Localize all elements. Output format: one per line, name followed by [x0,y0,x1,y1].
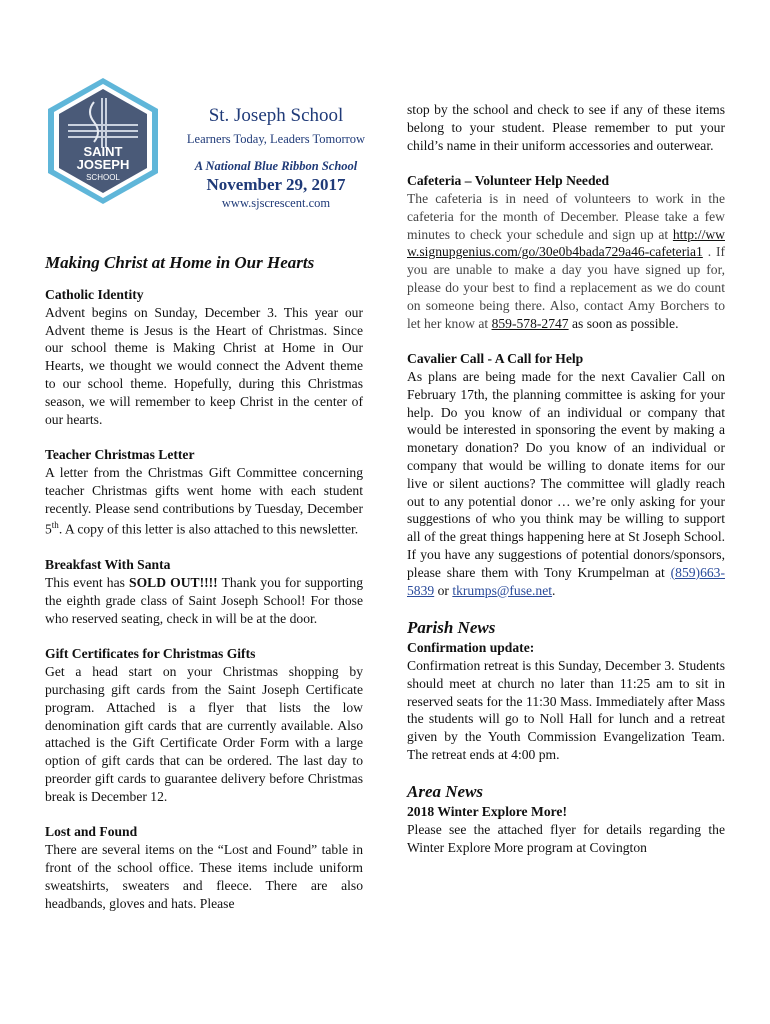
body-text: as soon as possible. [568,315,679,331]
body-text: The cafeteria is in need of volunteers to work in the cafeteria for the month of December. Please take a few minutes to check your schedule and sign up at [407,190,725,242]
breakfast-santa-section [45,556,363,627]
section-heading: Cavalier Call - A Call for Help [407,351,584,367]
section-body [407,368,725,599]
right-column [407,101,725,875]
gift-certificates-section [45,645,363,805]
body-text: or [434,582,453,598]
email-link[interactable]: tkrumps@fuse.net [452,582,553,598]
sold-out-emphasis: SOLD OUT!!!! [129,575,218,591]
section-body: stop by the school and check to see if any of these items belong to your student. Please remember to put your child’s name in their uniform accessories and outerwear. [407,102,725,153]
blue-ribbon-label: A National Blue Ribbon School [194,159,358,173]
section-body: There are several items on the “Lost and Found” table in front of the school office. These items include uniform sweatshirts, sweaters and fleece. There are also headbands, gloves and hats. Please [45,842,363,911]
body-text: . [552,582,556,598]
section-body [45,574,363,627]
section-body [407,190,725,332]
body-text: This event has [45,575,130,591]
section-body: Please see the attached flyer for details regarding the Winter Explore More program at Covington [407,822,725,856]
section-heading: Gift Certificates for Christmas Gifts [45,646,256,662]
teacher-letter-section [45,446,363,539]
cafeteria-phone-link[interactable]: 859-578-2747 [491,315,569,331]
body-text: A letter from the Christmas Gift Committee concerning teacher Christmas gifts went home with each student recently. Please send contributions by Tuesday, December 5 [45,464,363,537]
section-heading: Teacher Christmas Letter [45,447,195,463]
phone-link[interactable]: (859)663-5839 [407,564,725,598]
section-heading: Confirmation update: [407,640,535,656]
masthead [178,104,374,211]
lost-found-continued [407,101,725,154]
main-title: Making Christ at Home in Our Hearts [45,253,315,272]
section-heading: 2018 Winter Explore More! [407,804,567,820]
tagline: Learners Today, Leaders Tomorrow [186,132,366,146]
school-logo [46,76,160,206]
left-column [45,252,363,930]
superscript: th [51,520,59,531]
website-link[interactable]: www.sjscrescent.com [221,196,331,210]
parish-news-section [407,617,725,764]
section-heading: Breakfast With Santa [45,557,171,573]
section-heading: Cafeteria – Volunteer Help Needed [407,173,610,189]
cavalier-call-section [407,350,725,599]
catholic-identity-section [45,286,363,428]
section-body [45,464,363,539]
body-text: . If you are unable to make a day you have signed up for, please do your best to find a replacement as we do count on someone being there. Also, contact Amy Borchers to let her know at [407,244,725,331]
logo-text-joseph: JOSEPH [76,157,130,172]
body-text: . A copy of this letter is also attached to this newsletter. [58,521,359,537]
logo-text-school: SCHOOL [86,173,120,182]
body-text: As plans are being made for the next Cavalier Call on February 17th, the planning committee is asking for your help. Do you know of an individual or company that would be interested in sponsoring the event by making a monetary donation? Do you know of an individual or company that would be willing to donate items for our live or silent auctions? The committee will gladly reach out to any potential donor … we’re only asking for your suggestions of who you think may be willing to support all of the great things happening here at St Joseph School. If you have any suggestions of potential donors/sponsors, please share them with Tony Krumpelman at [407,368,725,580]
lost-found-section [45,823,363,912]
area-news-title: Area News [407,782,484,802]
body-text: Thank you for supporting the eighth grade class of Saint Joseph School! For those who reserved seating, check in will be at the door. [45,575,363,626]
signup-link[interactable]: http://www.signupgenius.com/go/30e0b4bada729a46-cafeteria1 [407,226,725,260]
logo-text-saint: SAINT [83,144,123,159]
section-heading: Lost and Found [45,824,138,840]
cafeteria-section [407,172,725,332]
newsletter-date: November 29, 2017 [206,175,346,194]
section-heading: Catholic Identity [45,287,144,302]
parish-news-title: Parish News [407,618,496,638]
area-news-section [407,781,725,856]
section-body: Advent begins on Sunday, December 3. This year our Advent theme is Jesus is the Heart of Christmas. Since our school theme is Making Christ at Home in Our Hearts, we thought we would connect the Advent theme to our school theme. Hopefully, during this Christmas season, we will remember to keep Christ in the center of our hearts. [45,304,363,427]
school-name: St. Joseph School [208,105,344,126]
section-body: Get a head start on your Christmas shopping by purchasing gift cards from the Saint Joseph Certificate program. Attached is a flyer that lists the low denomination gift cards that are currently available. Also attached is the Gift Certificate Order Form with a large option of gift cards that can be ordered. The last day to preorder gift cards to guarantee delivery before Christmas break is December 12. [45,664,363,804]
section-body: Confirmation retreat is this Sunday, December 3. Students should meet at church no later than 11:25 am to sit in reserved seats for the 11:30 Mass. Immediately after Mass the students will go to Noll Hall for lunch and a retreat given by the Youth Commission Evangelization Team. The retreat ends at 4:00 pm. [407,657,725,762]
